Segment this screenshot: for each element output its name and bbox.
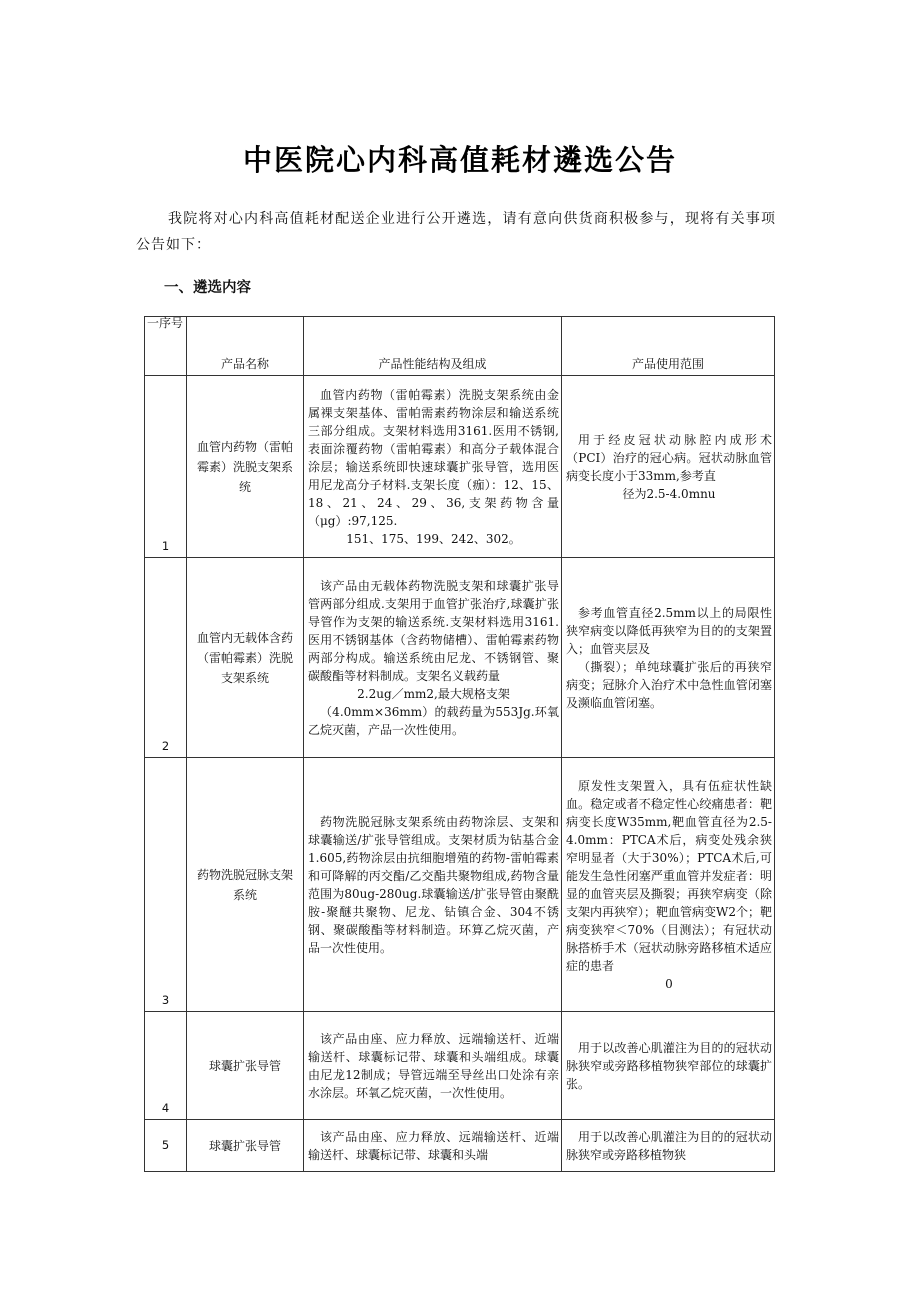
spec-text: 血管内药物（雷帕霉素）洗脱支架系统由金属裸支架基体、雷帕需素药物涂层和输送系统三部分组成。支架材料选用3161.医用不锈钢,表面涂覆药物（雷帕霉素）和高分子载体混合涂层；输送系统即快速球囊扩张导管，选用医用尼龙高分子材料.支架长度（痂）：12、15、18、21、24、29、36,支架药物含量（μg）:97,125. [308,387,559,528]
use-text: 径为2.5-4.0mnu [622,486,716,501]
header-no: 一序号 [145,317,187,376]
row-number: 3 [145,758,187,1012]
product-spec [304,558,562,758]
product-use [562,1120,775,1172]
use-text: 参考血管直径2.5mm以上的局限性狭窄病变以降低再狭窄为目的的支架置入；血管夹层及 [566,605,772,656]
header-use: 产品使用范围 [562,317,775,376]
page-title: 中医院心内科高值耗材遴选公告 [242,143,677,177]
row-number: 4 [145,1012,187,1120]
table-header-row [145,317,775,376]
product-use [562,558,775,758]
product-use [562,376,775,558]
header-name: 产品名称 [187,317,304,376]
section-heading: 一、遴选内容 [164,280,251,296]
product-spec [304,758,562,1012]
intro-paragraph: 我院将对心内科高值耗材配送企业进行公开遴选，请有意向供货商积极参与，现将有关事项公告如下： [136,211,776,253]
product-name: 药物洗脱冠脉支架系统 [187,758,304,1012]
spec-text: 药物洗脱冠脉支架系统由药物涂层、支架和球囊输送/扩张导管组成。支架材质为钻基合金1.605,药物涂层由抗细胞增殖的药物-雷帕霉素和可降解的丙交酯/乙交酯共聚物组成,药物含量范围为80ug-280ug.球囊输送/扩张导管由聚酰胺-聚醚共聚物、尼龙、钻镇合金、304不锈钢、聚碳酸酯等材料制造。环算乙烷灭菌，产品一次性使用。 [308,814,559,955]
table-row [145,558,775,758]
use-text: 用于经皮冠状动脉腔内成形术（PCI）治疗的冠心病。冠状动脉血管病变长度小于33mm,参考直 [566,432,772,483]
spec-text: 该产品由座、应力释放、远端输送杆、近端输送杆、球囊标记带、球囊和头端组成。球囊由尼龙12制成；导管远端至导丝出口处涂有亲水涂层。环氧乙烷灭菌，一次性使用。 [308,1031,559,1100]
procurement-table [144,316,775,1172]
spec-text: 2.2ug／mm2,最大规格支架 [357,686,510,701]
product-name: 血管内药物（雷帕霉素）洗脱支架系统 [187,376,304,558]
row-number: 1 [145,376,187,558]
product-use [562,1012,775,1120]
row-number: 5 [145,1120,187,1172]
header-spec: 产品性能结构及组成 [304,317,562,376]
product-spec [304,1012,562,1120]
spec-text: 151、175、199、242、302。 [346,531,521,546]
product-spec [304,376,562,558]
table-row [145,1012,775,1120]
spec-text: 该产品由无载体药物洗脱支架和球囊扩张导管两部分组成.支架用于血管扩张治疗,球囊扩张导管作为支架的输送系统.支架材料选用3161.医用不锈钢基体（含药物储槽）、雷帕霉素药物两部分构成。输送系统由尼龙、不锈钢管、聚碳酸酯等材料制成。支架名义载药量 [308,578,559,683]
product-name: 球囊扩张导管 [187,1012,304,1120]
use-text: 用于以改善心肌灌注为目的的冠状动脉狭窄或旁路移植物狭 [566,1129,772,1162]
use-text: 原发性支架置入，具有伍症状性缺血。稳定或者不稳定性心绞痛患者：靶病变长度W35mm,靶血管直径为2.5-4.0mm：PTCA术后，病变处残余狭窄明显者（大于30%）；PTCA术后,可能发生急性闭塞严重血管并发症者：明显的血管夹层及撕裂；再狭窄病变（除支架内再狭窄）；靶血管病变W2个；靶病变狭窄＜70%（目测法）；有冠状动脉搭桥手术（冠状动脉旁路移植术适应症的患者 [566,778,772,973]
product-spec [304,1120,562,1172]
product-name: 血管内无载体含药（雷帕霉素）洗脱支架系统 [187,558,304,758]
table-row [145,758,775,1012]
product-name: 球囊扩张导管 [187,1120,304,1172]
product-use [562,758,775,1012]
spec-text: （4.0mm×36mm）的载药量为553Jg.环氧乙烷灭菌，产品一次性使用。 [308,704,559,737]
spec-text: 该产品由座、应力释放、远端输送杆、近端输送杆、球囊标记带、球囊和头端 [308,1129,559,1162]
use-text: （撕裂）；单纯球囊扩张后的再狭窄病变；冠脉介入治疗术中急性血管闭塞及濒临血管闭塞。 [566,659,772,710]
use-text: 0 [665,976,673,991]
use-text: 用于以改善心肌灌注为目的的冠状动脉狭窄或旁路移植物狭窄部位的球囊扩张。 [566,1040,772,1091]
table-row [145,376,775,558]
table-row [145,1120,775,1172]
row-number: 2 [145,558,187,758]
